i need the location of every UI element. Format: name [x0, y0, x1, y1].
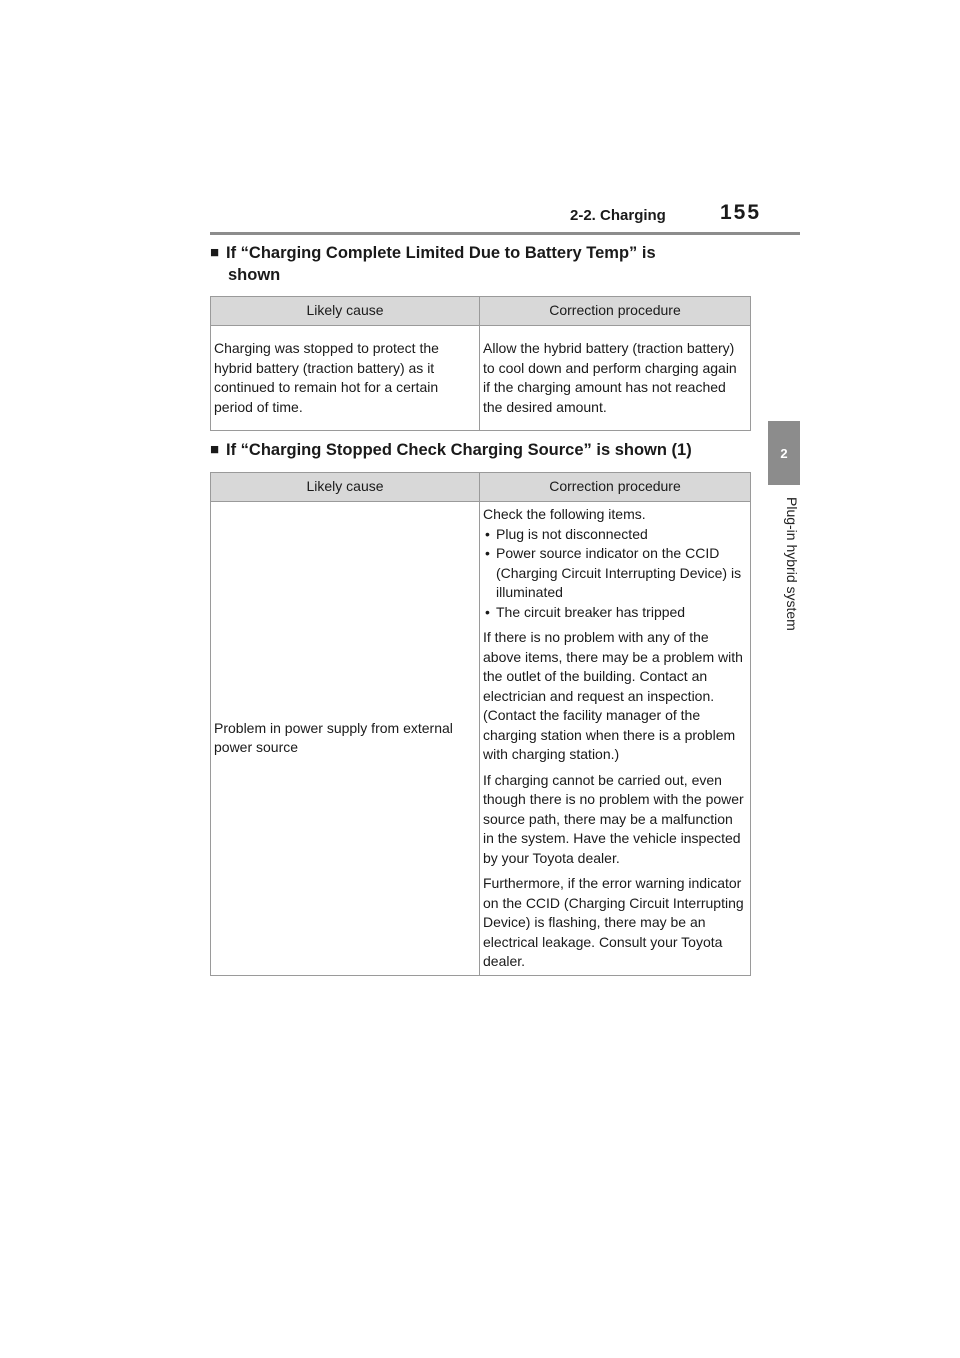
- heading-line-2: shown: [228, 266, 281, 284]
- correction-procedure-cell: [480, 502, 751, 976]
- page-number: 155: [720, 201, 762, 224]
- section-heading-charging-stopped: [210, 439, 770, 461]
- likely-cause-cell: Problem in power supply from external power source: [211, 502, 480, 976]
- list-item: • Plug is not disconnected: [483, 525, 747, 545]
- list-item: • Power source indicator on the CCID (Charging Circuit Interrupting Device) is illuminated: [483, 544, 747, 603]
- column-header-likely-cause: Likely cause: [211, 297, 480, 326]
- list-item: • The circuit breaker has tripped: [483, 603, 747, 623]
- procedure-paragraph: Furthermore, if the error warning indicator on the CCID (Charging Circuit Interrupting Device) is flashing, there may be an electrical leakage. Consult your Toyota dealer.: [483, 875, 744, 969]
- procedure-intro: Check the following items.: [483, 506, 646, 522]
- charging-source-table: [210, 472, 751, 976]
- square-bullet-icon: ■: [210, 244, 220, 261]
- column-header-likely-cause: Likely cause: [211, 473, 480, 502]
- battery-temp-table: [210, 296, 751, 431]
- chapter-tab-label: Plug-in hybrid system: [784, 497, 800, 631]
- table-header-row: [211, 297, 751, 326]
- section-title: 2-2. Charging: [570, 207, 666, 224]
- procedure-paragraph: If there is no problem with any of the above items, there may be a problem with the outlet of the building. Contact an electrician and request an inspection. (Contact the facility manager of the charging station when there is a problem with charging station.): [483, 629, 743, 762]
- column-header-correction-procedure: Correction procedure: [480, 297, 751, 326]
- check-items-list: [483, 525, 747, 623]
- square-bullet-icon: ■: [210, 441, 220, 458]
- section-heading-battery-temp: [210, 242, 770, 286]
- likely-cause-cell: Charging was stopped to protect the hybrid battery (traction battery) as it continued to remain hot for a certain period of time.: [211, 326, 480, 431]
- correction-procedure-cell: Allow the hybrid battery (traction battery) to cool down and perform charging again if the charging amount has not reached the desired amount.: [480, 326, 751, 431]
- column-header-correction-procedure: Correction procedure: [480, 473, 751, 502]
- table-row: [211, 502, 751, 976]
- table-header-row: [211, 473, 751, 502]
- heading-text: If “Charging Stopped Check Charging Source” is shown (1): [226, 441, 692, 459]
- header-divider: [210, 232, 800, 235]
- heading-line-1: If “Charging Complete Limited Due to Battery Temp” is: [226, 244, 656, 262]
- table-row: [211, 326, 751, 431]
- chapter-tab-number: 2: [768, 421, 800, 485]
- procedure-paragraph: If charging cannot be carried out, even though there is no problem with the power source path, there may be a malfunction in the system. Have the vehicle inspected by your Toyota dealer.: [483, 771, 744, 866]
